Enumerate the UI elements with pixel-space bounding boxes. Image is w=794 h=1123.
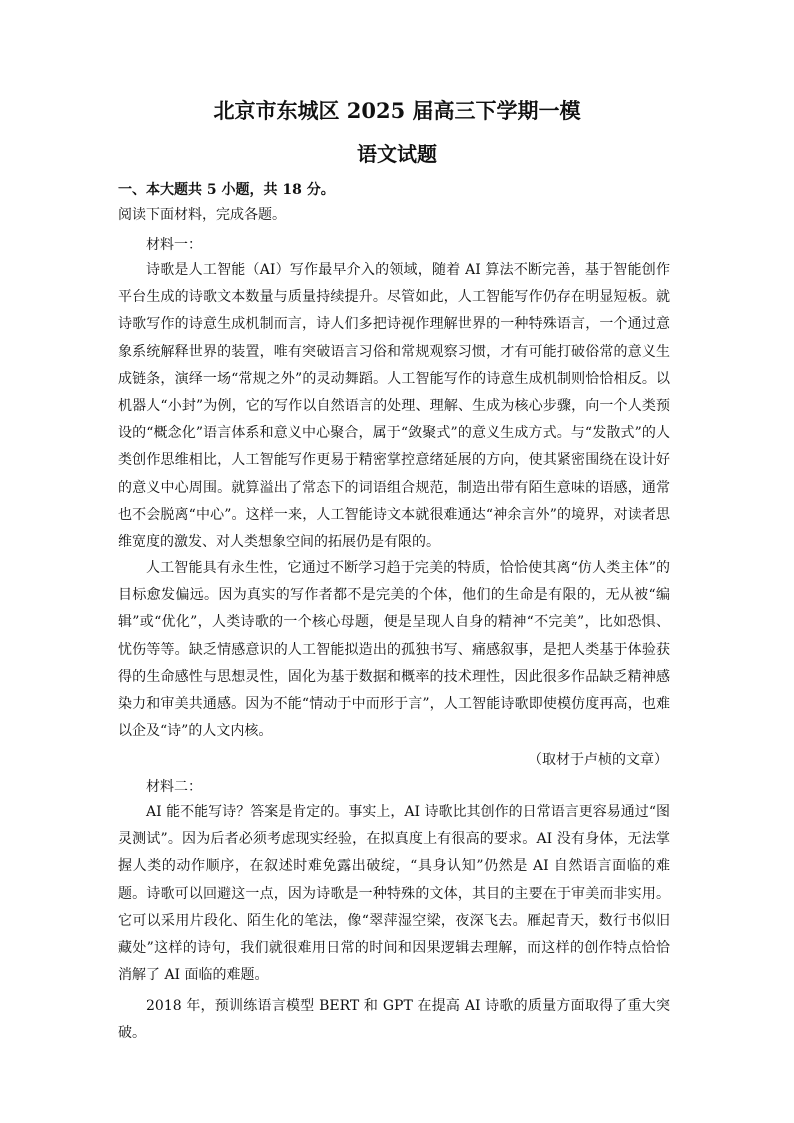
material-one-source: （取材于卢桢的文章） bbox=[528, 752, 668, 768]
exam-title: 北京市东城区 2025 届高三下学期一模 bbox=[213, 98, 581, 123]
reading-instruction: 阅读下面材料，完成各题。 bbox=[118, 207, 286, 223]
material-one-paragraph-1: 诗歌是人工智能（AI）写作最早介入的领域，随着 AI 算法不断完善，基于智能创作平台生成的诗歌文本数量与质量持续提升。尽管如此，人工智能写作仍存在明显短板。就诗歌写作的诗意生成机制而言，诗人们多把诗视作理解世界的一种特殊语言，一个通过意象系统解释世界的装置，唯有突破语言习俗和常规观察习惯，才有可能打破俗常的意义生成链条，演绎一场“常规之外”的灵动舞蹈。人工智能写作的诗意生成机制则恰恰相反。以机器人“小封”为例，它的写作以自然语言的处理、理解、生成为核心步骤，向一个人类预设的“概念化”语言体系和意义中心聚合，属于“敛聚式”的意义生成方式。与“发散式”的人类创作思维相比，人工智能写作更易于精密掌控意绪延展的方向，使其紧密围绕在设计好的意义中心周围。就算溢出了常态下的词语组合规范，制造出带有陌生意味的语感，通常也不会脱离“中心”。这样一来，人工智能诗文本就很难通达“神余言外”的境界，对读者思维宽度的激发、对人类想象空间的拓展仍是有限的。 bbox=[118, 262, 670, 551]
material-one-label: 材料一： bbox=[146, 237, 202, 253]
material-two-paragraph-1: AI 能不能写诗？答案是肯定的。事实上，AI 诗歌比其创作的日常语言更容易通过“图灵测试”。因为后者必须考虑现实经验，在拟真度上有很高的要求。AI 没有身体，无法掌握人类的动作顺序，在叙述时难免露出破绽，“具身认知”仍然是 AI 自然语言面临的难题。诗歌可以回避这一点，因为诗歌是一种特殊的文体，其目的主要在于审美而非实用。它可以采用片段化、陌生化的笔法，像“翠萍湿空梁，夜深飞去。雁起青天，数行书似旧藏处”这样的诗句，我们就很难用日常的时间和因果逻辑去理解，而这样的创作特点恰恰消解了 AI 面临的难题。 bbox=[118, 804, 670, 984]
section-heading: 一、本大题共 5 小题，共 18 分。 bbox=[118, 182, 335, 198]
material-two-label: 材料二： bbox=[146, 779, 202, 795]
material-one-paragraph-2: 人工智能具有永生性，它通过不断学习趋于完美的特质，恰恰使其离“仿人类主体”的目标愈发偏远。因为真实的写作者都不是完美的个体，他们的生命是有限的，无从被“编辑”或“优化”，人类诗歌的一个核心母题，便是呈现人自身的精神“不完美”，比如恐惧、忧伤等等。缺乏情感意识的人工智能拟造出的孤独书写、痛感叙事，是把人类基于体验获得的生命感性与思想灵性，固化为基于数据和概率的技术理性，因此很多作品缺乏精神感染力和审美共通感。因为不能“情动于中而形于言”，人工智能诗歌即使模仿度再高，也难以企及“诗”的人文内核。 bbox=[118, 560, 670, 740]
material-two-paragraph-2: 2018 年，预训练语言模型 BERT 和 GPT 在提高 AI 诗歌的质量方面取得了重大突破。 bbox=[118, 998, 670, 1042]
exam-subject-title: 语文试题 bbox=[357, 142, 437, 166]
